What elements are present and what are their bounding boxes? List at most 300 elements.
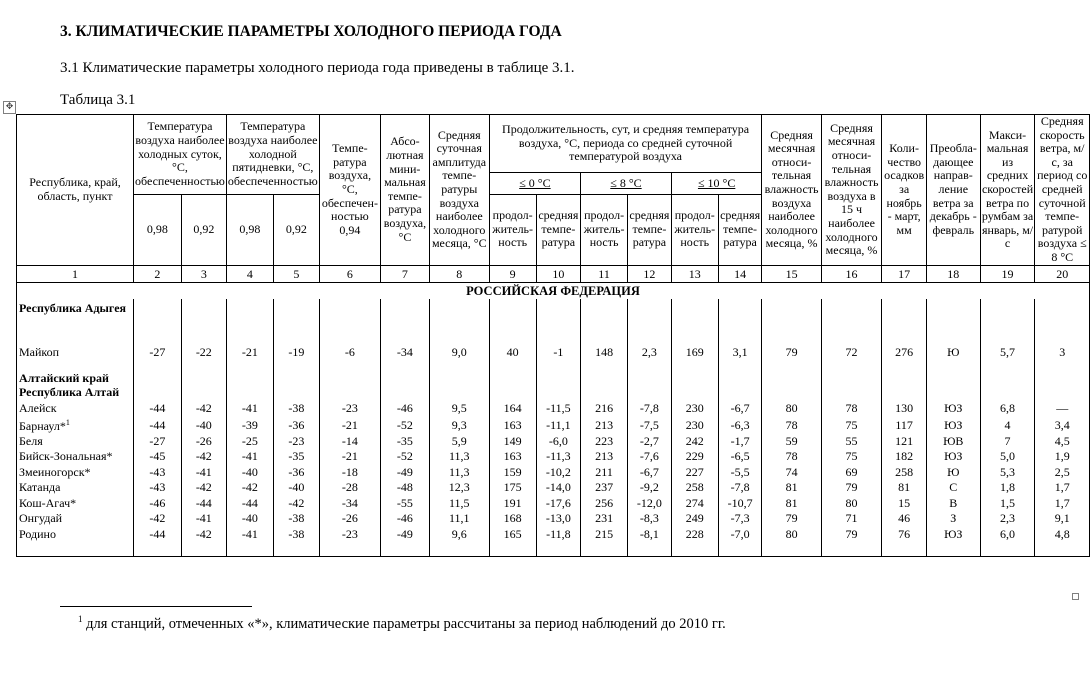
value-cell: В bbox=[926, 495, 980, 511]
empty-cell bbox=[226, 542, 273, 557]
column-number: 11 bbox=[581, 265, 628, 282]
empty-cell bbox=[980, 301, 1035, 341]
table-row bbox=[17, 480, 1090, 496]
value-cell: 175 bbox=[489, 480, 536, 496]
empty-cell bbox=[926, 301, 980, 341]
value-cell: -44 bbox=[226, 495, 273, 511]
value-cell: 228 bbox=[671, 526, 718, 542]
station-name: Майкоп bbox=[19, 344, 60, 359]
value-cell: -44 bbox=[181, 495, 226, 511]
value-cell: 40 bbox=[489, 341, 536, 363]
column-number: 9 bbox=[489, 265, 536, 282]
value-cell: -8,3 bbox=[628, 511, 672, 527]
empty-cell bbox=[134, 371, 182, 401]
value-cell: 1,5 bbox=[980, 495, 1035, 511]
station-cell bbox=[17, 341, 134, 363]
column-number: 8 bbox=[429, 265, 489, 282]
empty-cell bbox=[1035, 371, 1090, 401]
empty-cell bbox=[134, 301, 182, 341]
empty-cell bbox=[882, 363, 927, 371]
value-cell: -5,5 bbox=[718, 464, 762, 480]
header-humidity: Средняя месячная относи-тельная влажность воздуха наиболее холодного месяца, % bbox=[762, 115, 821, 266]
value-cell: 191 bbox=[489, 495, 536, 511]
value-cell: -43 bbox=[134, 464, 182, 480]
station-name: Беля bbox=[19, 433, 43, 448]
value-cell: 55 bbox=[821, 433, 882, 449]
value-cell: -7,0 bbox=[718, 526, 762, 542]
empty-cell bbox=[718, 301, 762, 341]
empty-cell bbox=[1035, 301, 1090, 341]
empty-cell bbox=[489, 371, 536, 401]
value-cell: -11,3 bbox=[536, 449, 581, 465]
value-cell: -21 bbox=[319, 449, 380, 465]
value-cell: 3 bbox=[1035, 341, 1090, 363]
value-cell: -38 bbox=[273, 511, 319, 527]
empty-cell bbox=[429, 301, 489, 341]
empty-cell bbox=[273, 371, 319, 401]
empty-cell bbox=[628, 363, 672, 371]
empty-cell bbox=[980, 371, 1035, 401]
station-name: Катанда bbox=[19, 480, 61, 495]
value-cell: -6,7 bbox=[628, 464, 672, 480]
value-cell: 76 bbox=[882, 526, 927, 542]
value-cell: -18 bbox=[319, 464, 380, 480]
empty-cell bbox=[134, 542, 182, 557]
empty-cell bbox=[489, 542, 536, 557]
value-cell: 4,8 bbox=[1035, 526, 1090, 542]
header-le10: ≤ 10 °С bbox=[671, 172, 762, 194]
empty-cell bbox=[762, 371, 821, 401]
value-cell: 5,9 bbox=[429, 433, 489, 449]
empty-cell bbox=[718, 371, 762, 401]
station-name: Змеиногорск* bbox=[19, 464, 91, 479]
empty-cell bbox=[226, 363, 273, 371]
value-cell: 168 bbox=[489, 511, 536, 527]
empty-cell bbox=[882, 542, 927, 557]
value-cell: 165 bbox=[489, 526, 536, 542]
empty-cell bbox=[628, 542, 672, 557]
table-header bbox=[17, 115, 1090, 266]
empty-cell bbox=[628, 301, 672, 341]
empty-cell bbox=[882, 371, 927, 401]
value-cell: -12,0 bbox=[628, 495, 672, 511]
table-row bbox=[17, 511, 1090, 527]
empty-cell bbox=[882, 301, 927, 341]
value-cell: 256 bbox=[581, 495, 628, 511]
empty-cell bbox=[273, 301, 319, 341]
empty-cell bbox=[181, 371, 226, 401]
value-cell: 75 bbox=[821, 449, 882, 465]
value-cell: 46 bbox=[882, 511, 927, 527]
header-period: Продолжительность, сут, и средняя температура воздуха, °С, периода со средней суточной температурой воздуха bbox=[489, 115, 762, 173]
value-cell: -40 bbox=[226, 464, 273, 480]
value-cell: 149 bbox=[489, 433, 536, 449]
value-cell: -34 bbox=[319, 495, 380, 511]
table-move-handle-icon[interactable]: ✥ bbox=[3, 101, 16, 114]
value-cell: -42 bbox=[181, 480, 226, 496]
value-cell: -42 bbox=[181, 449, 226, 465]
column-number: 12 bbox=[628, 265, 672, 282]
empty-cell bbox=[181, 301, 226, 341]
value-cell: 80 bbox=[762, 526, 821, 542]
column-number: 15 bbox=[762, 265, 821, 282]
header-amplitude: Средняя суточная амплитуда темпе-ратуры воздуха наиболее холодного месяца, °С bbox=[429, 115, 489, 266]
empty-cell bbox=[671, 371, 718, 401]
empty-cell bbox=[536, 363, 581, 371]
value-cell: -55 bbox=[381, 495, 430, 511]
empty-cell bbox=[581, 301, 628, 341]
value-cell: -1 bbox=[536, 341, 581, 363]
empty-cell bbox=[319, 363, 380, 371]
header-max-wind: Макси-мальная из средних скоростей ветра по румбам за январь, м/с bbox=[980, 115, 1035, 266]
value-cell: 258 bbox=[882, 464, 927, 480]
station-cell bbox=[17, 433, 134, 449]
value-cell: 274 bbox=[671, 495, 718, 511]
value-cell: -41 bbox=[181, 464, 226, 480]
table-body bbox=[17, 265, 1090, 299]
value-cell: -46 bbox=[381, 401, 430, 417]
value-cell: -14,0 bbox=[536, 480, 581, 496]
value-cell: 2,5 bbox=[1035, 464, 1090, 480]
station-cell bbox=[17, 526, 134, 542]
empty-cell bbox=[226, 371, 273, 401]
value-cell: -49 bbox=[381, 464, 430, 480]
empty-cell bbox=[381, 301, 430, 341]
value-cell: -2,7 bbox=[628, 433, 672, 449]
empty-cell bbox=[671, 542, 718, 557]
value-cell: -25 bbox=[226, 433, 273, 449]
empty-cell bbox=[134, 363, 182, 371]
empty-cell bbox=[1035, 542, 1090, 557]
empty-cell bbox=[628, 371, 672, 401]
station-name: Алейск bbox=[19, 401, 57, 416]
empty-cell bbox=[429, 363, 489, 371]
value-cell: -35 bbox=[381, 433, 430, 449]
empty-cell bbox=[489, 363, 536, 371]
value-cell: -41 bbox=[226, 449, 273, 465]
header-p098: 0,98 bbox=[226, 194, 273, 265]
value-cell: 79 bbox=[762, 341, 821, 363]
value-cell: 1,7 bbox=[1035, 480, 1090, 496]
value-cell: 75 bbox=[821, 416, 882, 433]
empty-cell bbox=[581, 371, 628, 401]
value-cell: ЮЗ bbox=[926, 416, 980, 433]
value-cell: 4 bbox=[980, 416, 1035, 433]
region-row bbox=[17, 301, 1090, 341]
value-cell: -49 bbox=[381, 526, 430, 542]
value-cell: 81 bbox=[762, 495, 821, 511]
value-cell: -27 bbox=[134, 433, 182, 449]
empty-cell bbox=[821, 301, 882, 341]
value-cell: 11,3 bbox=[429, 464, 489, 480]
empty-cell bbox=[429, 371, 489, 401]
value-cell: -10,2 bbox=[536, 464, 581, 480]
value-cell: 5,0 bbox=[980, 449, 1035, 465]
value-cell: 237 bbox=[581, 480, 628, 496]
value-cell: -7,3 bbox=[718, 511, 762, 527]
value-cell: -26 bbox=[319, 511, 380, 527]
station-name: Бийск-Зональная* bbox=[19, 449, 113, 464]
value-cell: 182 bbox=[882, 449, 927, 465]
table-row bbox=[17, 401, 1090, 417]
value-cell: 213 bbox=[581, 416, 628, 433]
value-cell: -7,8 bbox=[718, 480, 762, 496]
value-cell: 81 bbox=[762, 480, 821, 496]
spacer-row bbox=[17, 363, 1090, 371]
station-name: Родино bbox=[19, 526, 56, 541]
station-cell bbox=[17, 495, 134, 511]
empty-cell bbox=[381, 371, 430, 401]
empty-cell bbox=[762, 542, 821, 557]
empty-cell bbox=[762, 301, 821, 341]
value-cell: 227 bbox=[671, 464, 718, 480]
header-duration: продол-житель-ность bbox=[581, 194, 628, 265]
empty-cell bbox=[821, 371, 882, 401]
empty-cell bbox=[381, 542, 430, 557]
column-number: 4 bbox=[226, 265, 273, 282]
value-cell: -42 bbox=[181, 526, 226, 542]
column-number: 19 bbox=[980, 265, 1035, 282]
header-humidity-15h: Средняя месячная относи-тельная влажность воздуха в 15 ч наиболее холодного месяца, % bbox=[821, 115, 882, 266]
value-cell: -45 bbox=[134, 449, 182, 465]
value-cell: 249 bbox=[671, 511, 718, 527]
value-cell: -23 bbox=[273, 433, 319, 449]
table-caption: Таблица 3.1 bbox=[60, 92, 136, 108]
header-coldest-five-day: Температура воздуха наиболее холодной пятидневки, °С, обеспеченностью bbox=[226, 115, 319, 195]
empty-cell bbox=[273, 363, 319, 371]
value-cell: 1,7 bbox=[1035, 495, 1090, 511]
value-cell: 231 bbox=[581, 511, 628, 527]
station-cell bbox=[17, 464, 134, 480]
value-cell: 213 bbox=[581, 449, 628, 465]
value-cell: 163 bbox=[489, 416, 536, 433]
value-cell: 9,0 bbox=[429, 341, 489, 363]
station-cell bbox=[17, 449, 134, 465]
region-name: Республика Адыгея bbox=[17, 301, 134, 341]
empty-cell bbox=[980, 542, 1035, 557]
spacer-row bbox=[17, 542, 1090, 557]
empty-cell bbox=[718, 363, 762, 371]
data-rows bbox=[17, 299, 1090, 557]
value-cell: -41 bbox=[226, 401, 273, 417]
value-cell: — bbox=[1035, 401, 1090, 417]
value-cell: -21 bbox=[226, 341, 273, 363]
value-cell: -11,1 bbox=[536, 416, 581, 433]
column-number: 3 bbox=[181, 265, 226, 282]
value-cell: 71 bbox=[821, 511, 882, 527]
value-cell: 9,5 bbox=[429, 401, 489, 417]
column-number-row bbox=[17, 265, 1090, 282]
federation-row bbox=[17, 282, 1090, 299]
value-cell: -14 bbox=[319, 433, 380, 449]
value-cell: 242 bbox=[671, 433, 718, 449]
header-p092: 0,92 bbox=[181, 194, 226, 265]
value-cell: -46 bbox=[381, 511, 430, 527]
value-cell: 78 bbox=[821, 401, 882, 417]
footnote-separator bbox=[60, 606, 252, 607]
header-le8: ≤ 8 °С bbox=[581, 172, 672, 194]
value-cell: 80 bbox=[821, 495, 882, 511]
header-avg-temp: средняя темпе-ратура bbox=[628, 194, 672, 265]
empty-cell bbox=[980, 363, 1035, 371]
empty-cell bbox=[273, 542, 319, 557]
value-cell: -7,6 bbox=[628, 449, 672, 465]
value-cell: 9,6 bbox=[429, 526, 489, 542]
empty-cell bbox=[671, 363, 718, 371]
value-cell: -26 bbox=[181, 433, 226, 449]
value-cell: -39 bbox=[226, 416, 273, 433]
value-cell: -23 bbox=[319, 401, 380, 417]
empty-cell bbox=[429, 542, 489, 557]
value-cell: 74 bbox=[762, 464, 821, 480]
header-avg-temp: средняя темпе-ратура bbox=[536, 194, 581, 265]
footnote-ref: 1 bbox=[65, 418, 70, 428]
table-resize-handle[interactable] bbox=[1072, 593, 1079, 600]
value-cell: 15 bbox=[882, 495, 927, 511]
value-cell: 9,1 bbox=[1035, 511, 1090, 527]
value-cell: 211 bbox=[581, 464, 628, 480]
value-cell: С bbox=[926, 480, 980, 496]
table-row bbox=[17, 526, 1090, 542]
value-cell: -40 bbox=[181, 416, 226, 433]
value-cell: -6,5 bbox=[718, 449, 762, 465]
empty-cell bbox=[319, 371, 380, 401]
empty-cell bbox=[319, 542, 380, 557]
value-cell: -44 bbox=[134, 526, 182, 542]
header-p098: 0,98 bbox=[134, 194, 182, 265]
value-cell: -42 bbox=[273, 495, 319, 511]
footnote bbox=[78, 614, 726, 633]
empty-cell bbox=[1035, 363, 1090, 371]
value-cell: -6,0 bbox=[536, 433, 581, 449]
value-cell: ЮЗ bbox=[926, 401, 980, 417]
empty-cell bbox=[181, 542, 226, 557]
value-cell: ЮЗ bbox=[926, 526, 980, 542]
column-number: 17 bbox=[882, 265, 927, 282]
value-cell: 1,8 bbox=[980, 480, 1035, 496]
value-cell: -6 bbox=[319, 341, 380, 363]
spacer-cell bbox=[17, 363, 134, 371]
station-cell bbox=[17, 511, 134, 527]
header-avg-wind: Средняя скорость ветра, м/с, за период со средней суточной темпе-ратурой воздуха ≤ 8 °С bbox=[1035, 115, 1090, 266]
region-row bbox=[17, 371, 1090, 401]
value-cell: -6,3 bbox=[718, 416, 762, 433]
value-cell: -28 bbox=[319, 480, 380, 496]
empty-cell bbox=[319, 301, 380, 341]
value-cell: 9,3 bbox=[429, 416, 489, 433]
value-cell: -27 bbox=[134, 341, 182, 363]
intro-text: 3.1 Климатические параметры холодного периода года приведены в таблице 3.1. bbox=[60, 60, 575, 76]
value-cell: -44 bbox=[134, 416, 182, 433]
table-row bbox=[17, 341, 1090, 363]
region-name: Алтайский край Республика Алтай bbox=[17, 371, 134, 401]
value-cell: -1,7 bbox=[718, 433, 762, 449]
header-location: Республика, край, область, пункт bbox=[17, 115, 134, 266]
empty-cell bbox=[536, 542, 581, 557]
value-cell: 78 bbox=[762, 449, 821, 465]
value-cell: -46 bbox=[134, 495, 182, 511]
value-cell: 159 bbox=[489, 464, 536, 480]
column-number: 7 bbox=[381, 265, 430, 282]
empty-cell bbox=[181, 363, 226, 371]
federation-heading: РОССИЙСКАЯ ФЕДЕРАЦИЯ bbox=[17, 282, 1090, 299]
station-cell bbox=[17, 416, 134, 433]
value-cell: -7,8 bbox=[628, 401, 672, 417]
empty-cell bbox=[821, 542, 882, 557]
column-number: 1 bbox=[17, 265, 134, 282]
station-name: Кош-Агач* bbox=[19, 495, 77, 510]
value-cell: 4,5 bbox=[1035, 433, 1090, 449]
empty-cell bbox=[536, 371, 581, 401]
empty-cell bbox=[926, 371, 980, 401]
value-cell: 117 bbox=[882, 416, 927, 433]
station-name: Онгудай bbox=[19, 511, 63, 526]
header-coldest-day: Температура воздуха наиболее холодных суток, °С, обеспеченностью bbox=[134, 115, 227, 195]
value-cell: -41 bbox=[226, 526, 273, 542]
value-cell: -10,7 bbox=[718, 495, 762, 511]
value-cell: -40 bbox=[273, 480, 319, 496]
value-cell: -11,8 bbox=[536, 526, 581, 542]
value-cell: 230 bbox=[671, 416, 718, 433]
value-cell: 2,3 bbox=[980, 511, 1035, 527]
climate-table bbox=[16, 114, 1090, 557]
value-cell: -7,5 bbox=[628, 416, 672, 433]
header-temp-094: Темпе-ратура воздуха, °С, обеспечен-ностью 0,94 bbox=[319, 115, 380, 266]
column-number: 20 bbox=[1035, 265, 1090, 282]
value-cell: -40 bbox=[226, 511, 273, 527]
footnote-text: для станций, отмеченных «*», климатические параметры рассчитаны за период наблюдений до 2010 гг. bbox=[86, 615, 726, 632]
value-cell: -52 bbox=[381, 449, 430, 465]
empty-cell bbox=[926, 542, 980, 557]
value-cell: 59 bbox=[762, 433, 821, 449]
value-cell: 223 bbox=[581, 433, 628, 449]
value-cell: -43 bbox=[134, 480, 182, 496]
value-cell: Ю bbox=[926, 341, 980, 363]
empty-cell bbox=[581, 542, 628, 557]
table-row bbox=[17, 464, 1090, 480]
value-cell: -41 bbox=[181, 511, 226, 527]
value-cell: -11,5 bbox=[536, 401, 581, 417]
value-cell: -35 bbox=[273, 449, 319, 465]
value-cell: 81 bbox=[882, 480, 927, 496]
value-cell: 11,1 bbox=[429, 511, 489, 527]
header-wind-direction: Преобла-дающее направ-ление ветра за декабрь - февраль bbox=[926, 115, 980, 266]
empty-cell bbox=[381, 363, 430, 371]
value-cell: Ю bbox=[926, 464, 980, 480]
empty-cell bbox=[489, 301, 536, 341]
header-le0: ≤ 0 °С bbox=[489, 172, 580, 194]
value-cell: 6,0 bbox=[980, 526, 1035, 542]
table-row bbox=[17, 495, 1090, 511]
column-number: 6 bbox=[319, 265, 380, 282]
empty-cell bbox=[226, 301, 273, 341]
value-cell: -38 bbox=[273, 401, 319, 417]
value-cell: -48 bbox=[381, 480, 430, 496]
value-cell: 3,1 bbox=[718, 341, 762, 363]
station-cell bbox=[17, 401, 134, 417]
empty-cell bbox=[581, 363, 628, 371]
section-title: 3. КЛИМАТИЧЕСКИЕ ПАРАМЕТРЫ ХОЛОДНОГО ПЕРИОДА ГОДА bbox=[60, 23, 562, 40]
column-number: 10 bbox=[536, 265, 581, 282]
column-number: 18 bbox=[926, 265, 980, 282]
value-cell: -22 bbox=[181, 341, 226, 363]
header-duration: продол-житель-ность bbox=[489, 194, 536, 265]
value-cell: 163 bbox=[489, 449, 536, 465]
value-cell: 130 bbox=[882, 401, 927, 417]
value-cell: -17,6 bbox=[536, 495, 581, 511]
value-cell: 121 bbox=[882, 433, 927, 449]
column-number: 14 bbox=[718, 265, 762, 282]
